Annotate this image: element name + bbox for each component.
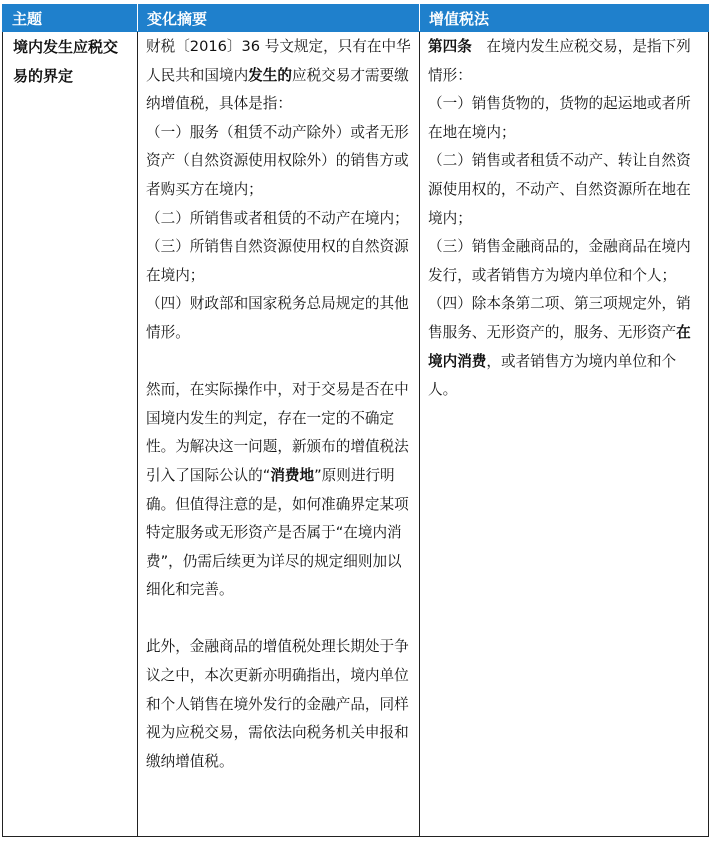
summary-para2-post: ”原则进行明确。但值得注意的是，如何准确界定某项特定服务或无形资产是否属于“在境内消费”，仍需后续更为详尽的规定细则加以细化和完善。 (146, 466, 409, 599)
summary-para2-bold: 消费地 (270, 466, 315, 484)
summary-paragraph-2 (146, 376, 413, 605)
table-header-row (3, 5, 709, 32)
law-item4-pre: （四）除本条第二项、第三项规定外，销售服务、无形资产的，服务、无形资产 (428, 295, 691, 341)
comparison-table (2, 4, 709, 837)
law-item4-post: ，或者销售方为境内单位和个人。 (428, 352, 677, 399)
law-item-2: （二）销售或者租赁不动产、转让自然资源使用权的，不动产、自然资源所在地在境内； (428, 152, 691, 227)
vat-law-cell (420, 32, 709, 837)
law-item-3: （三）销售金融商品的，金融商品在境内发行，或者销售方为境内单位和个人； (428, 238, 691, 284)
topic-cell: 境内发生应税交易的界定 (3, 32, 138, 837)
summary-intro-bold: 发生的 (248, 66, 292, 84)
summary-intro-pre: 财税〔2016〕36 号文规定，只有在中华人民共和国境内 (146, 38, 411, 84)
table-row (3, 32, 709, 837)
header-vat-law: 增值税法 (420, 5, 709, 32)
summary-item-2: （二）所销售或者租赁的不动产在境内； (146, 209, 409, 227)
law-article-intro (428, 33, 702, 90)
law-article-text: 在境内发生应税交易，是指下列情形： (428, 38, 691, 84)
summary-intro-post: 应税交易才需要缴纳增值税，具体是指： (146, 66, 409, 113)
header-topic: 主题 (3, 5, 138, 32)
header-summary: 变化摘要 (138, 5, 420, 32)
summary-item-3: （三）所销售自然资源使用权的自然资源在境内； (146, 238, 409, 284)
paragraph-gap (146, 348, 413, 377)
law-item-1: （一）销售货物的，货物的起运地或者所在地在境内； (428, 95, 691, 141)
paragraph-gap (146, 605, 413, 634)
summary-intro (146, 33, 413, 119)
summary-item-1: （一）服务（租赁不动产除外）或者无形资产（自然资源使用权除外）的销售方或者购买方在境内； (146, 123, 409, 198)
summary-para2-pre: 然而，在实际操作中，对于交易是否在中国境内发生的判定，存在一定的不确定性。为解决这一问题，新颁布的增值税法引入了国际公认的“ (146, 381, 409, 484)
summary-item-4: （四）财政部和国家税务总局规定的其他情形。 (146, 295, 409, 341)
law-article-label: 第四条 (428, 38, 472, 55)
summary-cell (138, 32, 420, 837)
law-item4-bold: 在境内消费 (428, 323, 691, 370)
law-item-4 (428, 290, 702, 404)
summary-paragraph-3: 此外，金融商品的增值税处理长期处于争议之中，本次更新亦明确指出，境内单位和个人销售在境外发行的金融产品，同样视为应税交易，需依法向税务机关申报和缴纳增值税。 (146, 638, 409, 770)
